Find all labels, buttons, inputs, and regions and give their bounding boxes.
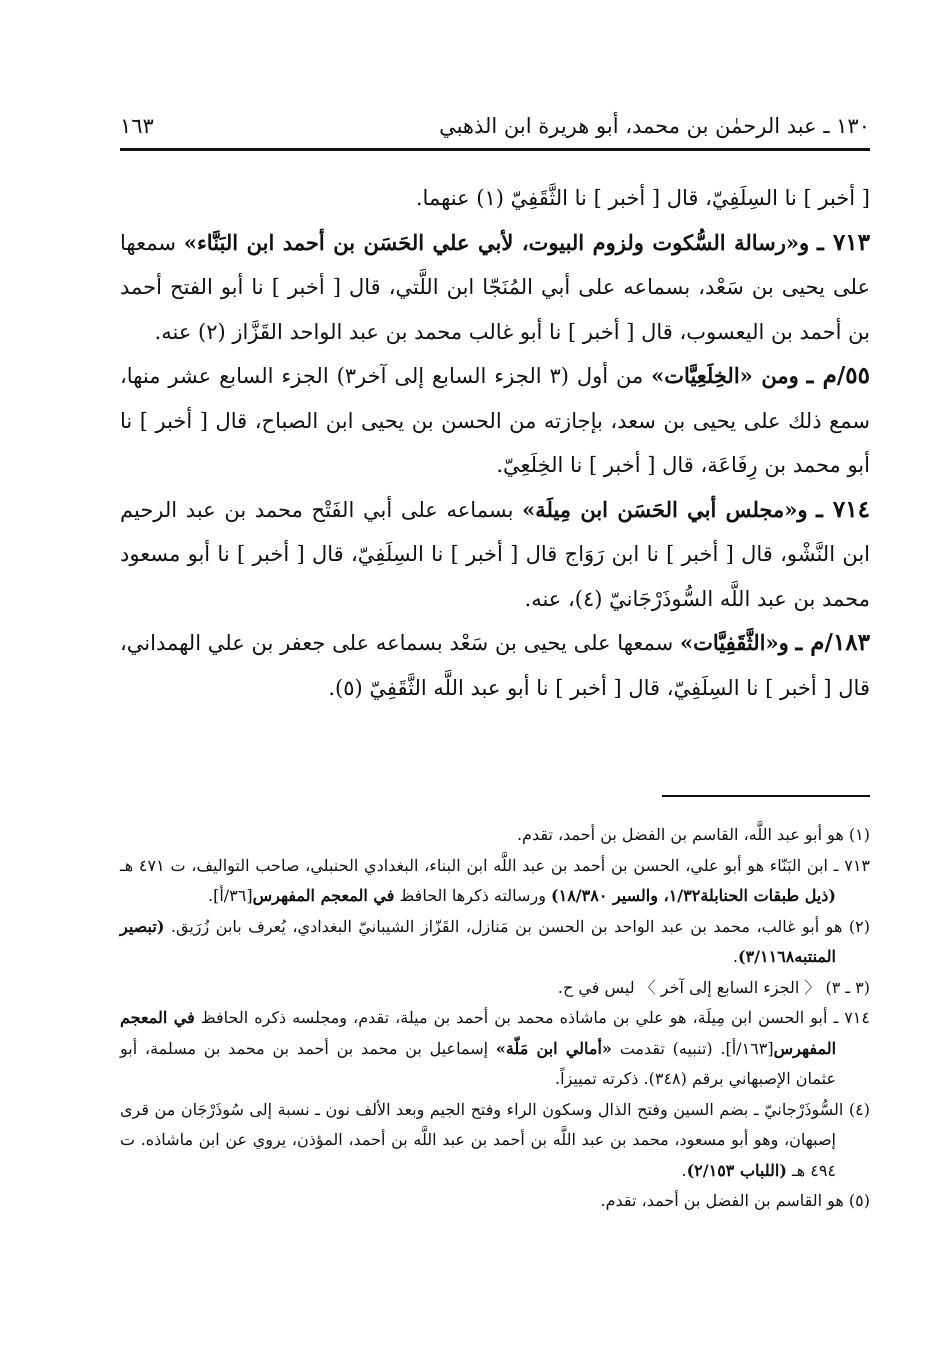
entry-title: و«الثَّقَفِيَّات» <box>680 630 789 655</box>
entry-55m <box>120 354 870 488</box>
entry-183m <box>120 621 870 710</box>
entry-title: و«مجلس أبي الحَسَن ابن مِيلَة» <box>522 496 808 522</box>
footnote-source: (ذيل طبقات الحنابلة١/٣٢، والسير ١٨/٣٨٠) <box>551 886 836 905</box>
entry-text: سمعها على يحيى بن سَعْد، بسماعه على أبي المُنَجّا ابن اللَّتي، قال [ أخبر ] نا أبو الفتح أحمد بن أحمد بن اليعسوب، قال [ أخبر ] نا أبو غالب محمد بن عبد الواحد القَزَّاز (٢) عنه. <box>120 230 870 344</box>
entry-text: بسماعه على أبي الفَتْح محمد بن عبد الرحيم ابن النَّشْو، قال [ أخبر ] نا ابن رَوَاج قال [ أخبر ] نا السِلَفِيّ، قال [ أخبر ] نا أبو مسعود محمد بن عبد اللَّه السُّوذَرْجَانيّ (٤)، عنه. <box>120 497 871 611</box>
footnote-text: [٣٦/أ]. <box>207 886 253 905</box>
footnote-source: «أمالي ابن مَلّة» <box>495 1038 612 1058</box>
paragraph-text: [ أخبر ] نا السِلَفِيّ، قال [ أخبر ] نا الثَّقَفِيّ (١) عنهما. <box>415 186 870 210</box>
footnote-2 <box>120 912 870 973</box>
entry-number: ٧١٤ ـ <box>816 495 870 523</box>
entry-text: من أول (٣ الجزء السابع إلى آخر٣) الجزء السابع عشر منها، سمع ذلك على يحيى بن سعد، بإجازته من الحسن بن يحيى ابن الصباح، قال [ أخبر ] نا أبو محمد بن رِفَاعَة، قال [ أخبر ] نا الخِلَعِيّ. <box>120 364 870 477</box>
footnote-source: (تبصير المنتبه٣/١١٦٨) <box>120 916 836 966</box>
entry-number: ٥٥/م ـ <box>806 362 870 389</box>
footnote-1 <box>120 820 870 851</box>
main-text <box>120 176 870 710</box>
running-header <box>120 92 870 138</box>
footnote-source: (اللباب ٢/١٥٣) <box>686 1160 787 1180</box>
footnote-713 <box>120 851 870 912</box>
footnote-text: . <box>732 947 738 966</box>
footnote-text: [١٦٣/أ]. (تنبيه) تقدمت <box>619 1038 774 1058</box>
footnote-text: . <box>681 1160 687 1180</box>
footnote-text: إسماعيل بن محمد بن أحمد بن محمد بن مسلمة، أبو عثمان الإصبهاني برقم (٣٤٨). ذكرته تمييزاً. <box>120 1038 836 1088</box>
footnote-text: (١) هو أبو عبد اللَّه، القاسم بن الفضل بن أحمد، تقدم. <box>516 825 870 844</box>
entry-714 <box>120 488 870 622</box>
header-rule <box>120 148 870 151</box>
entry-title: و«رسالة السُّكوت ولزوم البيوت، لأبي علي الحَسَن بن أحمد ابن البَنَّاء» <box>183 229 810 255</box>
running-title: ١٣٠ ـ عبد الرحمٰن بن محمد، أبو هريرة ابن الذهبي <box>439 114 870 138</box>
footnote-text: (٥) هو القاسم بن الفضل بن أحمد، تقدم. <box>600 1191 870 1210</box>
footnote-source: في المعجم المفهرس <box>120 1008 837 1058</box>
entry-title: ومن «الخِلَعِيَّات» <box>651 363 799 388</box>
paragraph-continuation <box>120 176 870 221</box>
footnotes <box>120 820 870 1217</box>
footnote-5 <box>120 1186 870 1217</box>
footnote-text: (٤) السُّوذَرْجانيّ ـ بضم السين وفتح الذال وسكون الراء وفتح الجيم وبعد الألف نون ـ نسبة إلى سُوذَرْجَان من قرى إصبهان، وهو أبو مسعود، محمد بن عبد اللَّه بن أحمد بن عبد اللَّه بن أحمد، المؤذن، يروي عن ابن ماشاذه. ت ٤٩٤ هـ <box>120 1099 870 1180</box>
footnote-text: ورسالته ذكرها الحافظ <box>399 886 546 905</box>
footnote-text: (٣ ـ ٣) 〈 الجزء السابع إلى آخر 〉 ليس في ح. <box>557 977 870 997</box>
footnote-rule <box>662 795 870 797</box>
entry-713 <box>120 221 870 355</box>
entry-text: سمعها على يحيى بن سَعْد بسماعه على جعفر بن علي الهمداني، قال [ أخبر ] نا السِلَفِيّ، قال [ أخبر ] نا أبو عبد اللَّه الثَّقَفِيّ (٥). <box>120 631 870 700</box>
footnote-4 <box>120 1095 870 1187</box>
footnote-text: (٢) هو أبو غالب، محمد بن عبد الواحد بن الحسن بن مَنازل، القَزّاز الشيبانيّ البغدادي، يُعرف بابن زُرَيق. <box>170 916 870 936</box>
footnote-text: ٧١٤ ـ أبو الحسن ابن مِيلَة، هو علي بن ماشاذه محمد بن أحمد بن ميلة، تقدم، ومجلسه ذكره الحافظ <box>200 1008 870 1027</box>
footnote-714 <box>120 1003 870 1095</box>
footnote-source: في المعجم المفهرس <box>252 886 395 905</box>
entry-number: ١٨٣/م ـ <box>795 629 870 656</box>
footnote-text: ٧١٣ ـ ابن البَنّاء هو أبو علي، الحسن بن أحمد بن عبد اللَّه ابن البناء، البغدادي الحنبلي، صاحب التواليف، ت ٤٧١ هـ <box>120 855 870 875</box>
page-number: ١٦٣ <box>120 114 154 138</box>
footnote-3 <box>120 973 870 1004</box>
entry-number: ٧١٣ ـ <box>817 228 870 256</box>
